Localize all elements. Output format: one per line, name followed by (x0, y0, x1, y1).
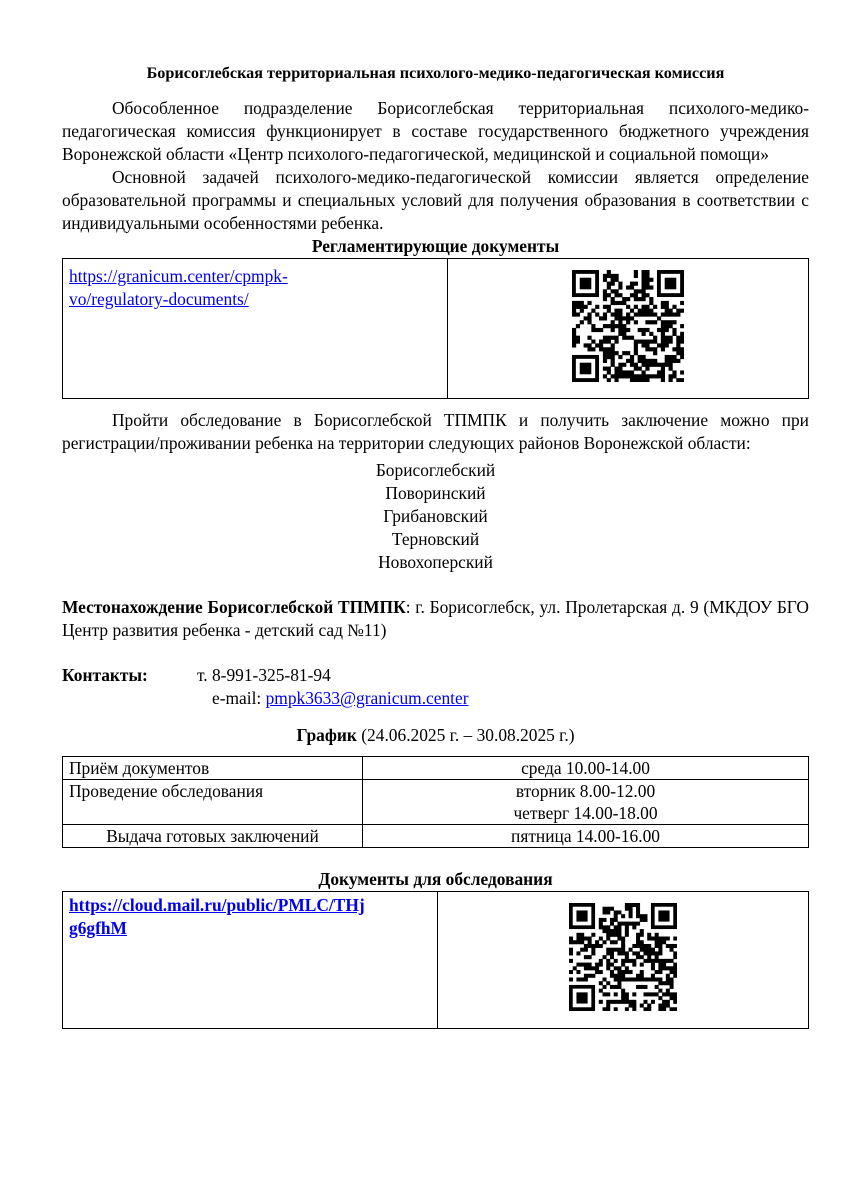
schedule-time: четверг 14.00-18.00 (513, 803, 658, 823)
schedule-label: Выдача готовых заключений (63, 825, 363, 848)
location-paragraph (62, 596, 809, 642)
exam-documents-table (62, 891, 809, 1029)
schedule-time: среда 10.00-14.00 (363, 757, 809, 780)
qr-code-icon (569, 903, 677, 1011)
intro-paragraph-1: Обособленное подразделение Борисоглебская территориальная психолого-медико-педагогическая комиссия функционирует в составе государственного бюджетного учреждения Воронежской области «Центр психолого-педагогической, медицинской и социальной помощи» (62, 98, 809, 164)
regulatory-documents-heading: Регламентирующие документы (311, 236, 560, 256)
exam-documents-heading: Документы для обследования (318, 869, 553, 889)
districts-intro: Пройти обследование в Борисоглебской ТПМПК и получить заключение можно при регистрации/проживании ребенка на территории следующих районов Воронежской области: (62, 410, 809, 453)
contacts-label: Контакты: (62, 665, 148, 685)
schedule-time: вторник 8.00-12.00 (515, 781, 656, 801)
district-item: Новохоперский (378, 552, 493, 572)
page-title: Борисоглебская территориальная психолого-медико-педагогическая комиссия (146, 64, 725, 82)
intro-paragraph-2: Основной задачей психолого-медико-педагогической комиссии является определение образовательной программы и специальных условий для получения образования в соответствии с индивидуальными особенностями ребенка. (62, 167, 809, 233)
schedule-label: Проведение обследования (63, 780, 363, 825)
contacts-email-label: e-mail: (212, 688, 266, 708)
contacts-email-line (62, 687, 809, 710)
schedule-label: Приём документов (63, 757, 363, 780)
location-text: : г. Борисоглебск, ул. Пролетарская д. 9 (МКДОУ БГО Центр развития ребенка - детский сад №11) (62, 597, 809, 640)
regulatory-documents-link[interactable]: https://granicum.center/cpmpk- vo/regulatory-documents/ (69, 266, 288, 309)
qr-code-icon (572, 270, 684, 382)
regulatory-documents-table (62, 258, 809, 399)
exam-documents-link[interactable]: https://cloud.mail.ru/public/PMLC/THj g6gfhM (69, 895, 365, 938)
schedule-heading: График (24.06.2025 г. – 30.08.2025 г.) (296, 725, 575, 745)
districts-list (62, 459, 809, 574)
table-row (63, 780, 809, 825)
document-page (62, 62, 809, 1029)
location-label: Местонахождение Борисоглебской ТПМПК (62, 597, 406, 617)
regulatory-link-cell (63, 259, 448, 399)
exam-qr-cell (438, 892, 809, 1029)
district-item: Борисоглебский (375, 460, 496, 480)
district-item: Поворинский (385, 483, 486, 503)
contacts-email-link[interactable]: pmpk3633@granicum.center (265, 688, 469, 708)
table-row (63, 757, 809, 780)
schedule-time-block (363, 780, 809, 825)
schedule-time: пятница 14.00-16.00 (363, 825, 809, 848)
table-row (63, 825, 809, 848)
regulatory-qr-cell (448, 259, 809, 399)
contacts-phone: т. 8-991-325-81-94 (197, 665, 331, 685)
exam-link-cell (63, 892, 438, 1029)
district-item: Терновский (391, 529, 480, 549)
contacts-block (62, 664, 809, 710)
schedule-table (62, 756, 809, 848)
district-item: Грибановский (383, 506, 488, 526)
